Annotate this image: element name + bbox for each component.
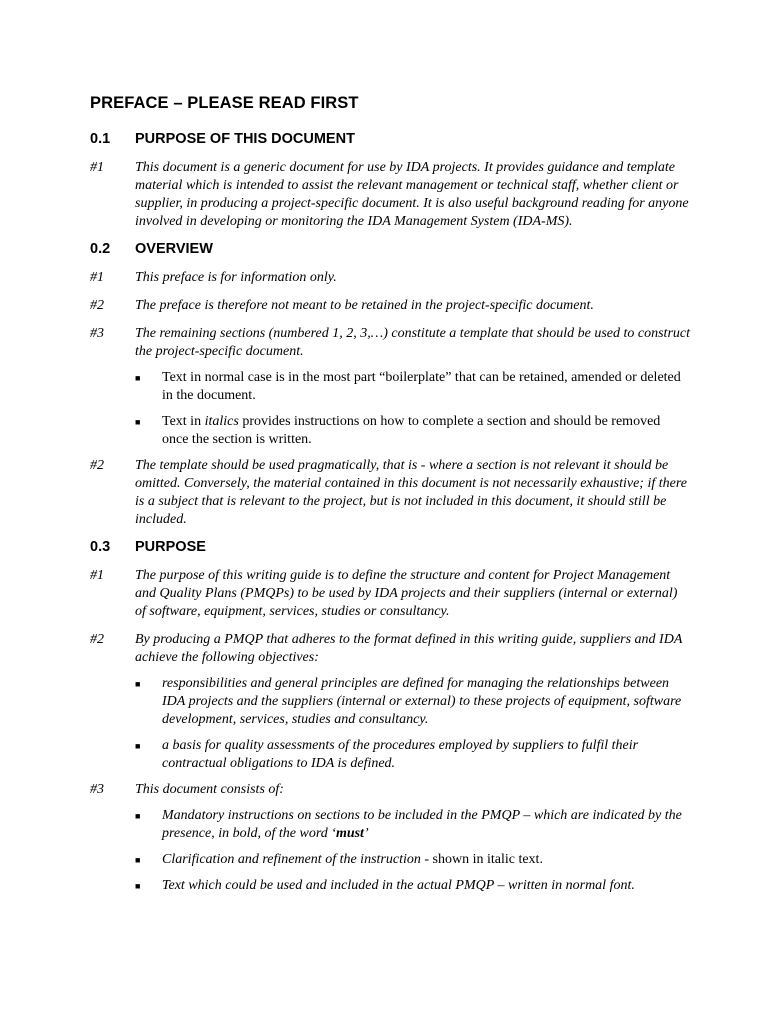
list-item: [135, 737, 690, 773]
bullet-text-italic: italics: [204, 414, 239, 429]
paragraph-tag: #1: [90, 568, 104, 583]
paragraph: [90, 269, 690, 287]
list-item: [135, 413, 690, 449]
paragraph: [90, 567, 690, 621]
bullet-text: a basis for quality assessments of the procedures employed by suppliers to fulfil their contractual obligations to IDA is defined.: [162, 738, 639, 771]
bullet-text: [162, 413, 690, 449]
list-item: [135, 675, 690, 729]
paragraph-tag: #3: [90, 326, 104, 341]
list-item: [135, 369, 690, 405]
bullet-text: [162, 851, 690, 869]
bullet-text: Text in normal case is in the most part “boilerplate” that can be retained, amended or deleted in the document.: [162, 370, 681, 403]
section-heading-0-3: [90, 539, 690, 555]
paragraph-tag: #2: [90, 298, 104, 313]
bullet-text-rest: provides instructions on how to complete a section and should be removed once the section is written.: [162, 414, 661, 447]
bullet-icon: ■: [135, 417, 141, 427]
bullet-icon: ■: [135, 741, 141, 751]
paragraph-text: This document is a generic document for use by IDA projects. It provides guidance and template material which is intended to assist the relevant management or technical staff, whether client or supplier, in producing a project-specific document. It is also useful background reading for anyone involved in developing or monitoring the IDA Management System (IDA-MS).: [135, 160, 689, 229]
bullet-text-lead: Text in: [162, 414, 205, 429]
list-item: [135, 877, 690, 895]
bullet-list: [135, 675, 690, 773]
bullet-icon: ■: [135, 881, 141, 891]
list-item: [135, 851, 690, 869]
bullet-text-lead: Mandatory instructions on sections to be included in the PMQP – which are indicated by the presence, in bold, of the word ‘: [162, 808, 682, 841]
paragraph: [90, 781, 690, 799]
section-title: PURPOSE: [135, 539, 206, 555]
bullet-text-rest: - shown in italic text.: [420, 852, 543, 867]
bullet-text: [162, 807, 690, 843]
bullet-text: responsibilities and general principles are defined for managing the relationships between IDA projects and the suppliers (internal or external) to these projects of equipment, software development, services, studies and consultancy.: [162, 676, 682, 727]
paragraph: [90, 159, 690, 231]
paragraph-text: The purpose of this writing guide is to define the structure and content for Project Management and Quality Plans (PMQPs) to be used by IDA projects and their suppliers (internal or external) of software, equipment, services, studies or consultancy.: [135, 568, 678, 619]
bullet-list: [135, 369, 690, 449]
paragraph-text: By producing a PMQP that adheres to the format defined in this writing guide, suppliers and IDA achieve the following objectives:: [135, 632, 683, 665]
section-title: PURPOSE OF THIS DOCUMENT: [135, 131, 355, 147]
paragraph-text: This document consists of:: [135, 782, 284, 797]
section-number: 0.1: [90, 131, 111, 147]
bullet-icon: ■: [135, 373, 141, 383]
paragraph-tag: #1: [90, 270, 104, 285]
paragraph-tag: #2: [90, 632, 104, 647]
paragraph: [90, 631, 690, 667]
bullet-icon: ■: [135, 811, 141, 821]
paragraph: [90, 457, 690, 529]
bullet-icon: ■: [135, 679, 141, 689]
list-item: [135, 807, 690, 843]
paragraph-tag: #1: [90, 160, 104, 175]
section-number: 0.3: [90, 539, 111, 555]
paragraph-text: The template should be used pragmatically, that is - where a section is not relevant it should be omitted. Conversely, the material contained in this document is not necessarily exhaustive; if there is a subject that is relevant to the project, but is not included in this document, it should still be included.: [135, 458, 687, 527]
paragraph-text: The preface is therefore not meant to be retained in the project-specific document.: [135, 298, 594, 313]
paragraph-tag: #3: [90, 782, 104, 797]
document-page: [90, 94, 690, 903]
section-heading-0-2: [90, 241, 690, 257]
paragraph-text: The remaining sections (numbered 1, 2, 3,…) constitute a template that should be used to construct the project-specific document.: [135, 326, 691, 359]
bullet-text-bold: must: [335, 826, 364, 841]
paragraph-tag: #2: [90, 458, 104, 473]
bullet-list: [135, 807, 690, 895]
paragraph: [90, 297, 690, 315]
paragraph: [90, 325, 690, 361]
section-title: OVERVIEW: [135, 241, 213, 257]
section-number: 0.2: [90, 241, 111, 257]
bullet-icon: ■: [135, 855, 141, 865]
page-title: PREFACE – PLEASE READ FIRST: [90, 94, 359, 112]
paragraph-text: This preface is for information only.: [135, 270, 337, 285]
bullet-text: Text which could be used and included in the actual PMQP – written in normal font.: [162, 878, 635, 893]
section-heading-0-1: [90, 131, 690, 147]
bullet-text-rest: ’: [363, 826, 369, 841]
bullet-text-italic: Clarification and refinement of the instruction: [162, 852, 421, 867]
